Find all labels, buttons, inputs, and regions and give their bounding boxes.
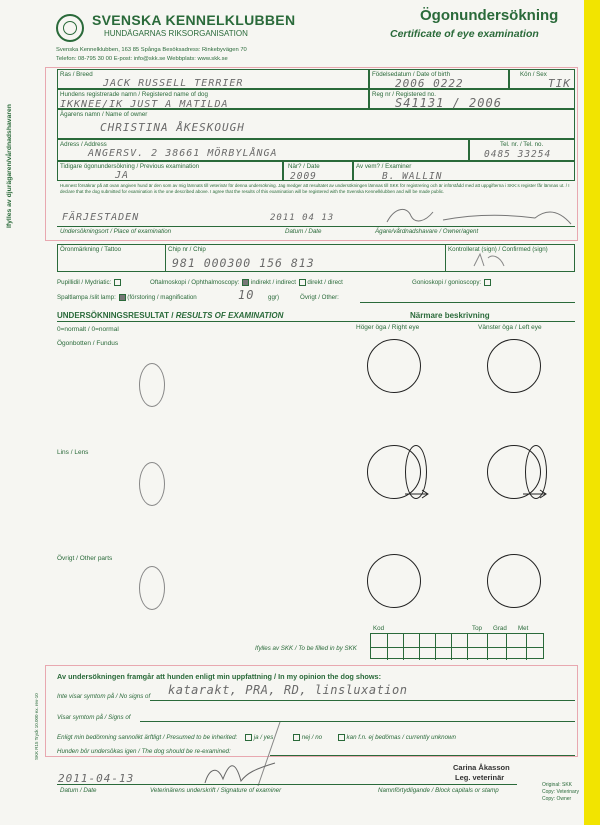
id-divider-1 [165, 244, 166, 272]
stamp-title: Leg. veterinär [455, 773, 505, 782]
control-signature [470, 252, 510, 270]
footer-date-label: Datum / Date [60, 787, 97, 794]
prev-date-label: När? / Date [288, 163, 320, 170]
stamp-name: Carina Åkasson [453, 763, 510, 772]
id-divider-2 [445, 244, 446, 272]
sex-value: TIK [548, 77, 571, 90]
skk-fill-label: Ifylles av SKK / To be filled in by SKK [255, 645, 357, 652]
side-print-code: SKK R15 Tryck 10.000 ex. rev-10 [34, 693, 39, 760]
footer-line [57, 784, 517, 785]
other-parts-label: Övrigt / Other parts [57, 555, 113, 562]
reexam-label: Hunden bör undersökas igen / The dog should be re-examined: [57, 748, 231, 755]
direct-checkbox[interactable] [299, 279, 306, 286]
results-rule [57, 321, 575, 322]
magnification-value: 10 [238, 288, 255, 302]
fundus-right-eye[interactable] [367, 339, 421, 393]
skk-header-met: Met [518, 625, 529, 632]
org-address: Svenska Kennelklubben, 163 85 Spånga Besöksadress: Rinkebyvägen 70 [56, 47, 247, 53]
prev-date-value: 2009 [290, 171, 317, 182]
copy-owner: Copy: Owner [542, 796, 572, 802]
fundus-pencil-mark [139, 363, 165, 407]
slit-checkbox[interactable] [119, 294, 126, 301]
skk-logo [56, 14, 84, 42]
address-label: Adress / Address [60, 141, 107, 148]
address-value: ANGERSV. 2 38661 MÖRBYLÅNGA [88, 148, 278, 159]
regno-value: S41131 / 2006 [395, 96, 502, 110]
right-eye-label: Höger öga / Right eye [356, 324, 420, 331]
tattoo-label: Öronmärkning / Tattoo [60, 246, 122, 253]
signs-line [140, 721, 575, 722]
gonioscopy-label: Gonioskopi / gonioscopy: [412, 279, 491, 286]
other-left-eye[interactable] [487, 554, 541, 608]
regno-label: Reg nr / Registered no. [372, 91, 436, 98]
block-capitals-label: Namnförtydligande / Block capitals or stamp [378, 787, 499, 794]
regname-value: IKKNEE/IK JUST A MATILDA [60, 99, 229, 110]
other-method-label: Övrigt / Other: [300, 294, 339, 301]
form-title: Ögonundersökning [420, 7, 559, 24]
owner-value: CHRISTINA ÅKESKOUGH [100, 121, 245, 134]
normal-label: 0=normalt / 0=normal [57, 326, 119, 333]
no-signs-value: katarakt, PRA, RD, linsluxation [168, 683, 408, 697]
control-label: Kontrollerat (sign) / Confirmed (sign) [448, 246, 548, 253]
org-contact: Telefon: 08-795 30 00 E-post: info@skk.se Webbplats: www.skk.se [56, 56, 228, 62]
form-subtitle: Certificate of eye examination [390, 28, 539, 40]
owner-sign-label: Ägare/vårdnadshavare / Owner/agent [375, 228, 479, 235]
breed-value: JACK RUSSELL TERRIER [103, 78, 244, 89]
pupil-checkbox[interactable] [114, 279, 121, 286]
other-pencil-mark [139, 566, 165, 610]
chip-label: Chip nr / Chip [168, 246, 206, 253]
prev-examiner-label: Av vem? / Examiner [356, 163, 412, 170]
vet-signature-label: Veterinärens underskrift / Signature of examiner [150, 787, 282, 794]
other-method-line [360, 302, 575, 303]
inherited-no-checkbox[interactable] [293, 734, 300, 741]
inherited-unknown-checkbox[interactable] [338, 734, 345, 741]
consent-text: Hunnest försäkrar på att ovan angiven hund är den som av mig lämnats till veterinär för denna undersökning. Jag medger att resultatet av undersökningen lämnas till SKK för registrering och är införstådd med att uppgifterna i SKK:s register får lämnas ut. / I declare that the dog submitted for examination is the one described above. I agree that the results of this examination will be registered with the Svenska Kennelklubben and will be made public. [60, 183, 570, 194]
pupil-label: Pupillidil / Mydriatic: [57, 279, 121, 286]
copy-original: Original: SKK [542, 782, 573, 788]
skk-code-table [370, 633, 544, 659]
exam-date-value: 2011 04 13 [270, 213, 335, 223]
left-eye-label: Vänster öga / Left eye [478, 324, 542, 331]
dob-value: 2006 0222 [395, 77, 464, 90]
other-right-eye[interactable] [367, 554, 421, 608]
org-name: SVENSKA KENNELKLUBBEN [92, 12, 296, 28]
skk-header-kod: Kod [373, 625, 385, 632]
ophthalmoscopy-label: Oftalmoskopi / Ophthalmoscopy: indirekt / indirect direkt / direct [150, 279, 343, 287]
place-label: Undersökningsort / Place of examination [60, 228, 172, 235]
assessment-label: Enligt min bedömning sannolikt ärftligt / Presumed to be inherited: ja / yes nej / no kan f.n. ej bedömas / currently unknown [57, 734, 456, 742]
sex-label: Kön / Sex [520, 71, 547, 78]
indirect-checkbox[interactable] [242, 279, 249, 286]
lens-label: Lins / Lens [57, 449, 89, 456]
copy-veterinary: Copy: Veterinary [542, 789, 579, 795]
reexam-line [270, 755, 575, 756]
right-lens-arrow [405, 489, 433, 499]
prev-exam-value: JA [115, 170, 130, 181]
skk-header-grad: Grad [493, 625, 507, 632]
prev-exam-label: Tidigare ögonundersökning / Previous examination [60, 163, 200, 170]
fundus-left-eye[interactable] [487, 339, 541, 393]
side-owner-fill-note: Ifylles av djurägaren/vårdnadshavaren [6, 104, 13, 228]
regname-label: Hundens registrerade namn / Registered name of dog [60, 91, 208, 98]
opinion-heading: Av undersökningen framgår att hunden enligt min uppfattning / In my opinion the dog shows: [57, 672, 382, 681]
closer-description: Närmare beskrivning [410, 311, 490, 320]
slit-lamp-label: Spaltlampa /slit lamp: (förstoring / magnification [57, 294, 197, 302]
tel-label: Tel. nr. / Tel. no. [500, 141, 544, 148]
owner-label: Ägarens namn / Name of owner [60, 111, 148, 118]
chip-value: 981 000300 156 813 [172, 256, 315, 270]
dob-label: Födelsedatum / Date of birth [372, 71, 451, 78]
fundus-label: Ögonbotten / Fundus [57, 340, 119, 347]
place-line [57, 226, 575, 227]
footer-date-value: 2011-04-13 [58, 772, 135, 785]
results-heading: UNDERSÖKNINGSRESULTAT / RESULTS OF EXAMINATION [57, 311, 284, 320]
lens-pencil-mark [139, 462, 165, 506]
no-signs-label: Inte visar symtom på / No signs of [57, 693, 151, 700]
left-lens-arrow [523, 489, 551, 499]
owner-signature [385, 202, 575, 228]
gonioscopy-checkbox[interactable] [484, 279, 491, 286]
tel-value: 0485 33254 [484, 149, 552, 160]
date-label: Datum / Date [285, 228, 322, 235]
magnification-unit: ggr) [268, 294, 280, 301]
yellow-copy-stripe [584, 0, 600, 825]
no-signs-line [150, 700, 575, 701]
prev-examiner-value: B. WALLIN [382, 171, 443, 182]
skk-header-top: Top [472, 625, 482, 632]
breed-label: Ras / Breed [60, 71, 93, 78]
place-value: FÄRJESTADEN [62, 212, 140, 223]
org-subtitle: HUNDÄGARNAS RIKSORGANISATION [104, 29, 248, 38]
signs-label: Visar symtom på / Signs of [57, 714, 131, 721]
